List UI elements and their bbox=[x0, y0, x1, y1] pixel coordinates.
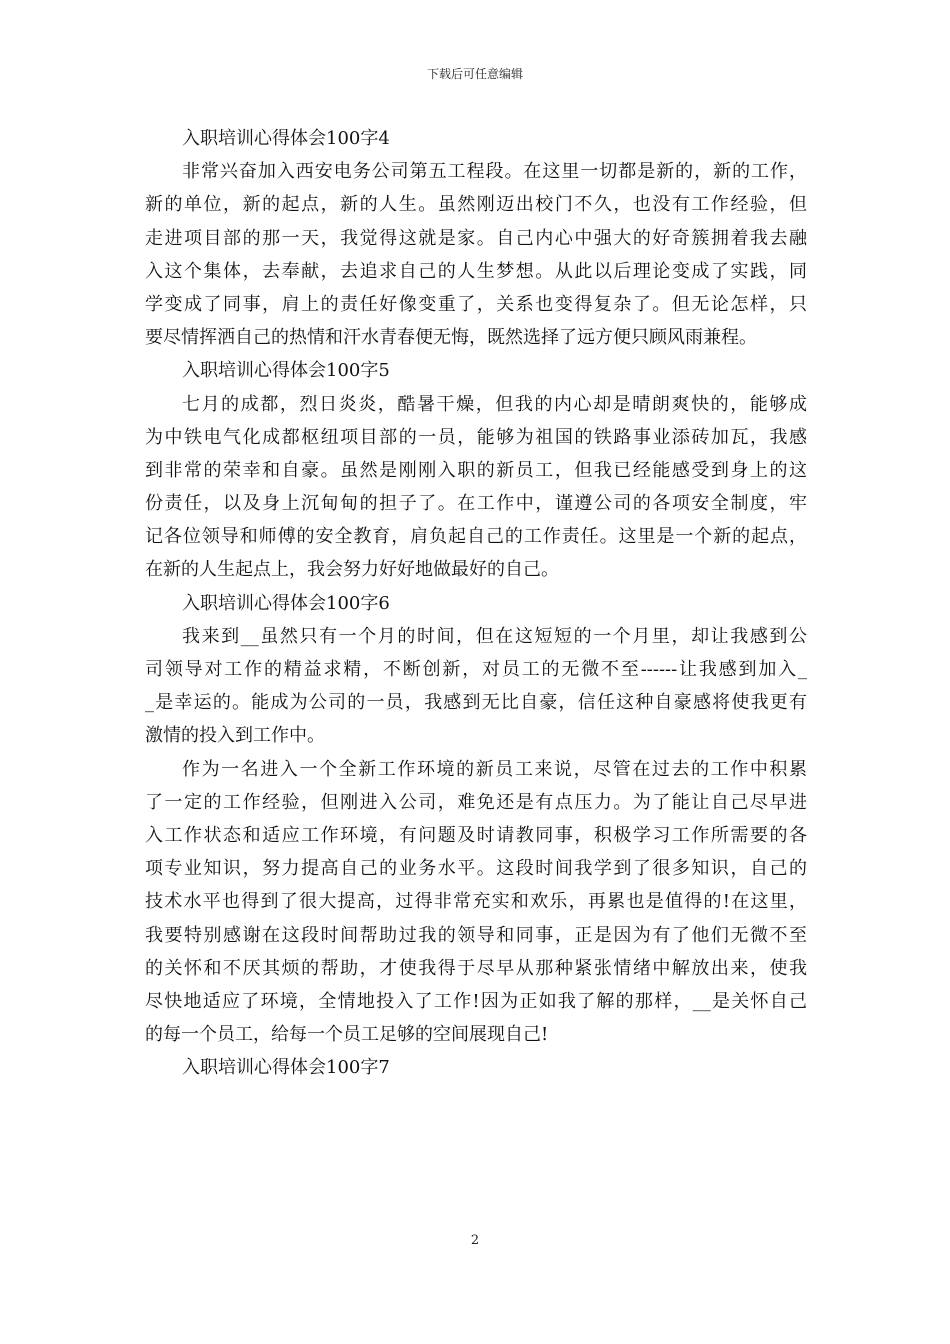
section-heading: 入职培训心得体会100字4 bbox=[182, 128, 390, 149]
section-heading: 入职培训心得体会100字6 bbox=[182, 592, 390, 614]
paragraph-line: 记各位领导和师傅的安全教育，肩负起自己的工作责任。这里是一个新的起点， bbox=[145, 526, 807, 548]
page-number: 2 bbox=[470, 1233, 480, 1248]
paragraph-line: 激情的投入到工作中。 bbox=[145, 725, 325, 747]
section-heading: 入职培训心得体会100字5 bbox=[182, 360, 390, 382]
paragraph-line: 我要特别感谢在这段时间帮助过我的领导和同事，正是因为有了他们无微不至 bbox=[145, 924, 807, 946]
paragraph bbox=[145, 620, 807, 753]
paragraph-line: 非常兴奋加入西安电务公司第五工程段。在这里一切都是新的，新的工作， bbox=[182, 161, 807, 183]
paragraph-line: 作为一名进入一个全新工作环境的新员工来说，尽管在过去的工作中积累 bbox=[182, 758, 807, 780]
paragraph-line: 司领导对工作的精益求精，不断创新，对员工的无微不至------让我感到加入_ bbox=[145, 659, 807, 680]
paragraph-line: 份责任，以及身上沉甸甸的担子了。在工作中，谨遵公司的各项安全制度，牢 bbox=[145, 493, 807, 515]
paragraph-line: 尽快地适应了环境，全情地投入了工作!因为正如我了解的那样，__是关怀自己 bbox=[145, 990, 807, 1012]
paragraph-line: 新的单位，新的起点，新的人生。虽然刚迈出校门不久，也没有工作经验，但 bbox=[145, 194, 807, 216]
paragraph-line: 学变成了同事，肩上的责任好像变重了，关系也变得复杂了。但无论怎样，只 bbox=[145, 293, 807, 315]
paragraph bbox=[145, 155, 807, 354]
paragraph-line: 入工作状态和适应工作环境，有问题及时请教同事，积极学习工作所需要的各 bbox=[145, 824, 807, 846]
paragraph-line: _是幸运的。能成为公司的一员，我感到无比自豪，信任这种自豪感将使我更有 bbox=[145, 692, 807, 714]
paragraph-line: 走进项目部的那一天，我觉得这就是家。自己内心中强大的好奇簇拥着我去融 bbox=[145, 227, 807, 249]
paragraph-line: 要尽情挥洒自己的热情和汗水青春便无悔，既然选择了远方便只顾风雨兼程。 bbox=[145, 327, 757, 349]
page-header: 下载后可任意编辑 bbox=[426, 67, 523, 81]
paragraph-line: 项专业知识，努力提高自己的业务水平。这段时间我学到了很多知识，自己的 bbox=[145, 858, 807, 880]
paragraph-line: 技术水平也得到了很大提高，过得非常充实和欢乐，再累也是值得的!在这里， bbox=[145, 891, 807, 913]
paragraph bbox=[145, 753, 807, 1052]
paragraph bbox=[145, 388, 807, 587]
paragraph-line: 了一定的工作经验，但刚进入公司，难免还是有点压力。为了能让自己尽早进 bbox=[145, 791, 807, 813]
paragraph-line: 的每一个员工，给每一个员工足够的空间展现自己! bbox=[145, 1024, 549, 1046]
paragraph-line: 我来到__虽然只有一个月的时间，但在这短短的一个月里，却让我感到公 bbox=[182, 625, 807, 647]
document-body bbox=[145, 122, 807, 1084]
paragraph-line: 在新的人生起点上，我会努力好好地做最好的自己。 bbox=[145, 559, 559, 581]
paragraph-line: 的关怀和不厌其烦的帮助，才使我得于尽早从那种紧张情绪中解放出来，使我 bbox=[145, 957, 807, 979]
paragraph-line: 到非常的荣幸和自豪。虽然是刚刚入职的新员工，但我已经能感受到身上的这 bbox=[145, 459, 807, 481]
paragraph-line: 七月的成都，烈日炎炎，酷暑干燥，但我的内心却是晴朗爽快的，能够成 bbox=[182, 393, 807, 415]
section-heading: 入职培训心得体会100字7 bbox=[182, 1057, 390, 1079]
paragraph-line: 为中铁电气化成都枢纽项目部的一员，能够为祖国的铁路事业添砖加瓦，我感 bbox=[145, 426, 807, 448]
paragraph-line: 入这个集体，去奉献，去追求自己的人生梦想。从此以后理论变成了实践，同 bbox=[145, 260, 807, 282]
